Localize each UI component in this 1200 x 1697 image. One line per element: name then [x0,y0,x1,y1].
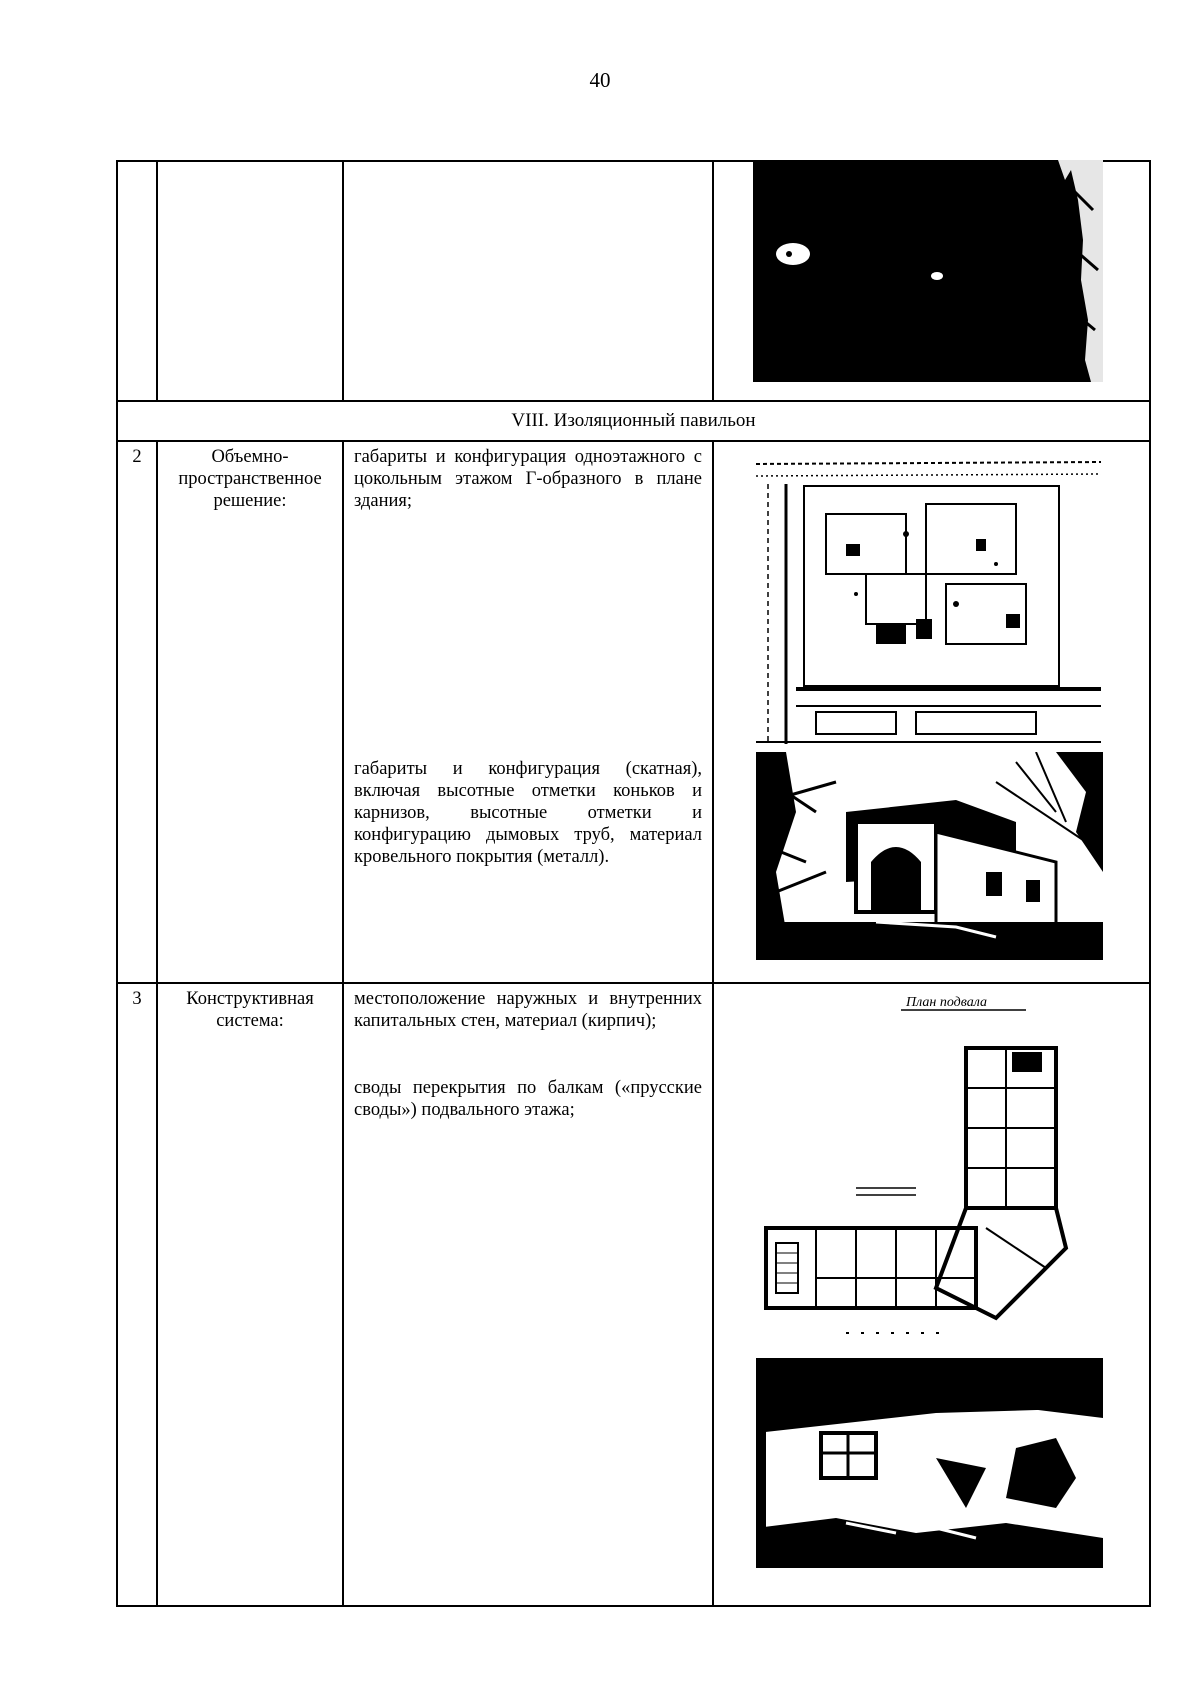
page-number: 40 [589,68,611,92]
basement-interior-photo [756,1358,1103,1568]
row-number: 3 [132,989,142,1009]
row-name-line: решение: [213,491,287,511]
building-facade-photo [756,752,1103,960]
row-description: габариты и конфигурация (скатная), включая высотные отметки коньков и карнизов, высотные отметки и конфигурацию дымовых труб, материал кровельного покрытия (металл). [354,759,702,867]
row-name-line: пространственное [178,469,322,489]
night-building-photo [753,160,1103,382]
row-description: местоположение наружных и внутренних капитальных стен, материал (кирпич); [354,989,702,1031]
row-description: габариты и конфигурация одноэтажного с цокольным этажом Г-образного в плане здания; [354,447,702,511]
row-number: 2 [132,447,142,467]
basement-floor-plan [756,988,1136,1348]
row-name-line: Конструктивная [186,989,314,1009]
section-title: VIII. Изоляционный павильон [511,410,756,431]
document-table [116,160,1151,1607]
row-name [160,988,340,1032]
row-description: своды перекрытия по балкам («прусские своды») подвального этажа; [354,1078,702,1120]
basement-plan-title: План подвала [906,995,987,1010]
row-name-line: Объемно- [211,447,289,467]
row-name-line: система: [216,1011,284,1031]
site-plan-map [756,444,1101,744]
row-name [160,446,340,512]
